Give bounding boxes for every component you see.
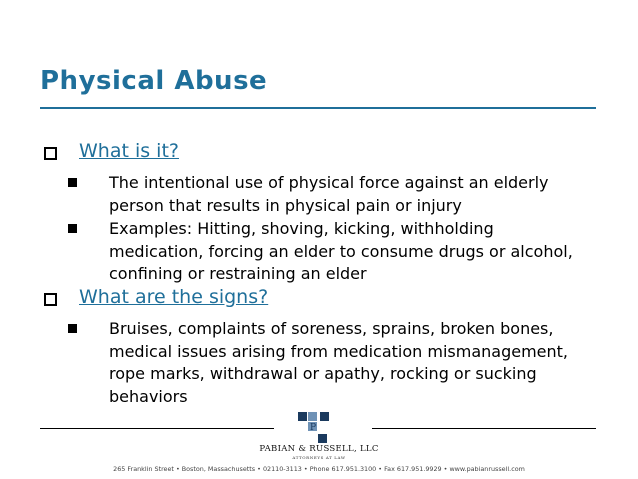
bullet-text: The intentional use of physical force against an elderly person that results in physical pain or injury bbox=[109, 173, 549, 215]
checkbox-bullet-icon bbox=[44, 293, 57, 306]
footer-rule-left bbox=[40, 428, 274, 429]
square-bullet-icon bbox=[68, 324, 77, 333]
footer-rule-right bbox=[372, 428, 596, 429]
checkbox-bullet-icon bbox=[44, 147, 57, 160]
firm-name: PABIAN & RUSSELL, LLC bbox=[259, 444, 379, 454]
logo-letter-r: R bbox=[318, 435, 325, 445]
title-divider bbox=[40, 107, 596, 109]
logo-square bbox=[320, 412, 329, 421]
section-heading: What are the signs? bbox=[79, 286, 269, 308]
bullet-text: Examples: Hitting, shoving, kicking, withholding medication, forcing an elder to consume drugs or alcohol, confining or restraining an elder bbox=[109, 219, 573, 283]
logo-square bbox=[298, 412, 307, 421]
logo-square bbox=[308, 412, 317, 421]
bullet-text: Bruises, complaints of soreness, sprains, broken bones, medical issues arising from medication mismanagement, rope marks, withdrawal or apathy, rocking or sucking behaviors bbox=[109, 319, 568, 406]
footer-address: 265 Franklin Street • Boston, Massachusetts • 02110-3113 • Phone 617.951.3100 • Fax 617.951.9929 • www.pabianrussell.com bbox=[113, 465, 525, 473]
slide-title: Physical Abuse bbox=[40, 66, 268, 96]
firm-subtitle: ATTORNEYS AT LAW bbox=[292, 455, 346, 460]
square-bullet-icon bbox=[68, 224, 77, 233]
square-bullet-icon bbox=[68, 178, 77, 187]
logo-letter-p: P bbox=[310, 423, 317, 433]
section-heading: What is it? bbox=[79, 140, 179, 162]
